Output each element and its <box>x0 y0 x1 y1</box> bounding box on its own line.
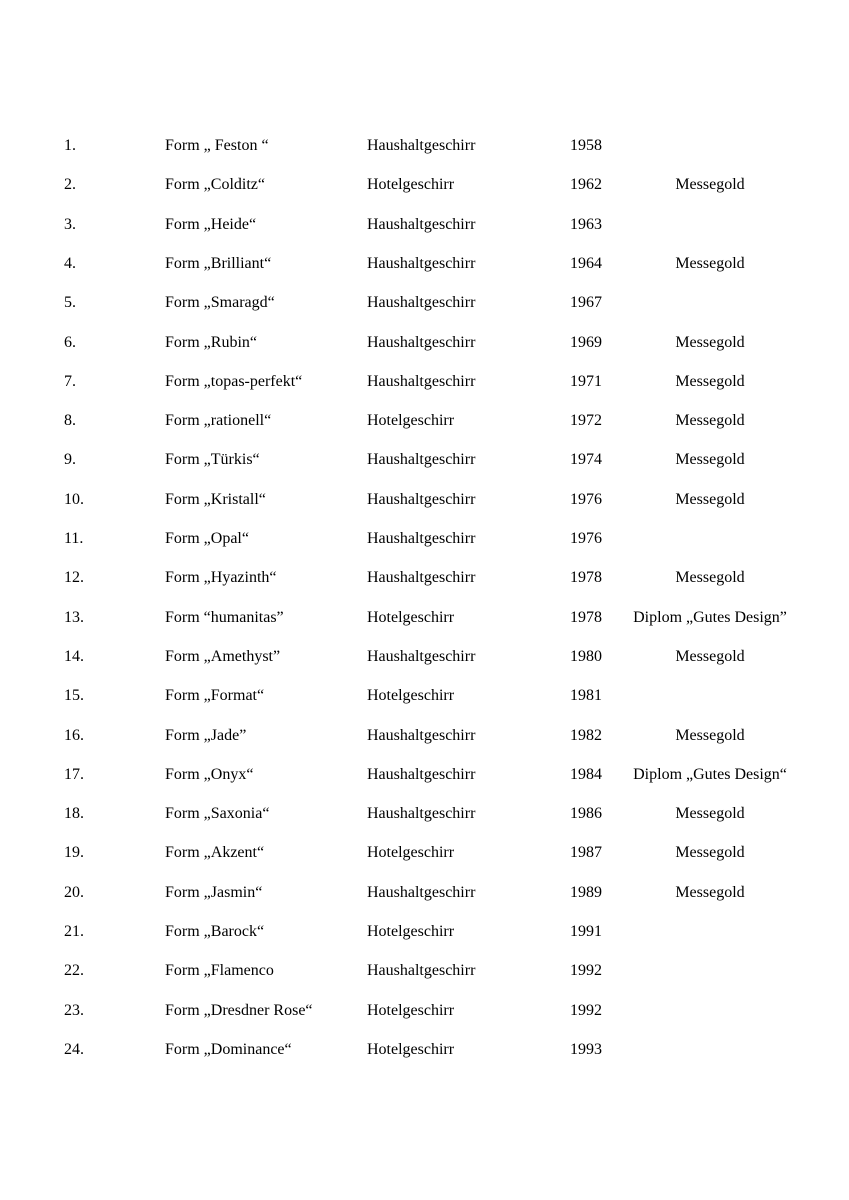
form-name: Form „ Feston “ <box>165 137 269 154</box>
table-row <box>0 371 849 393</box>
table-row <box>0 135 849 157</box>
table-row <box>0 214 849 236</box>
item-number: 16. <box>64 727 84 744</box>
product-type: Haushaltgeschirr <box>367 530 476 547</box>
award: Messegold <box>675 176 745 193</box>
item-number: 23. <box>64 1002 84 1019</box>
year: 1958 <box>570 137 602 154</box>
form-name: Form „Format“ <box>165 687 265 704</box>
product-type: Hotelgeschirr <box>367 609 455 626</box>
form-name: Form „Heide“ <box>165 216 257 233</box>
product-type: Haushaltgeschirr <box>367 569 476 586</box>
year: 1989 <box>570 884 602 901</box>
year: 1963 <box>570 216 602 233</box>
form-name: Form „Amethyst” <box>165 648 281 665</box>
award: Messegold <box>675 491 745 508</box>
year: 1971 <box>570 373 602 390</box>
table-row <box>0 253 849 275</box>
award: Messegold <box>675 844 745 861</box>
table-row <box>0 1000 849 1022</box>
product-type: Haushaltgeschirr <box>367 373 476 390</box>
item-number: 17. <box>64 766 84 783</box>
item-number: 7. <box>64 373 76 390</box>
year: 1991 <box>570 923 602 940</box>
table-row <box>0 489 849 511</box>
product-type: Haushaltgeschirr <box>367 962 476 979</box>
item-number: 6. <box>64 334 76 351</box>
product-type: Haushaltgeschirr <box>367 491 476 508</box>
item-number: 18. <box>64 805 84 822</box>
product-type: Haushaltgeschirr <box>367 334 476 351</box>
year: 1967 <box>570 294 602 311</box>
item-number: 10. <box>64 491 84 508</box>
product-type: Haushaltgeschirr <box>367 137 476 154</box>
award: Messegold <box>675 451 745 468</box>
award: Messegold <box>675 373 745 390</box>
table-row <box>0 607 849 629</box>
year: 1974 <box>570 451 602 468</box>
year: 1976 <box>570 491 602 508</box>
form-name: Form „Flamenco <box>165 962 274 979</box>
year: 1992 <box>570 1002 602 1019</box>
item-number: 15. <box>64 687 84 704</box>
award: Messegold <box>675 805 745 822</box>
product-type: Haushaltgeschirr <box>367 451 476 468</box>
item-number: 20. <box>64 884 84 901</box>
product-type: Hotelgeschirr <box>367 176 455 193</box>
product-type: Haushaltgeschirr <box>367 805 476 822</box>
table-row <box>0 803 849 825</box>
award: Diplom „Gutes Design“ <box>633 766 787 783</box>
table-row <box>0 960 849 982</box>
item-number: 9. <box>64 451 76 468</box>
table-row <box>0 528 849 550</box>
year: 1964 <box>570 255 602 272</box>
item-number: 14. <box>64 648 84 665</box>
table-row <box>0 882 849 904</box>
table-row <box>0 292 849 314</box>
year: 1981 <box>570 687 602 704</box>
year: 1969 <box>570 334 602 351</box>
product-type: Hotelgeschirr <box>367 1002 455 1019</box>
form-name: Form „Opal“ <box>165 530 249 547</box>
table-row <box>0 567 849 589</box>
year: 1972 <box>570 412 602 429</box>
table-row <box>0 921 849 943</box>
form-name: Form „Colditz“ <box>165 176 265 193</box>
year: 1962 <box>570 176 602 193</box>
item-number: 8. <box>64 412 76 429</box>
form-name: Form „Rubin“ <box>165 334 257 351</box>
form-name: Form „rationell“ <box>165 412 272 429</box>
product-type: Hotelgeschirr <box>367 687 455 704</box>
form-name: Form „Saxonia“ <box>165 805 270 822</box>
year: 1993 <box>570 1041 602 1058</box>
award: Messegold <box>675 412 745 429</box>
award: Messegold <box>675 648 745 665</box>
product-type: Haushaltgeschirr <box>367 216 476 233</box>
table-row <box>0 1039 849 1061</box>
item-number: 5. <box>64 294 76 311</box>
product-type: Haushaltgeschirr <box>367 884 476 901</box>
table-row <box>0 685 849 707</box>
year: 1982 <box>570 727 602 744</box>
table-row <box>0 725 849 747</box>
year: 1980 <box>570 648 602 665</box>
year: 1992 <box>570 962 602 979</box>
award: Messegold <box>675 884 745 901</box>
award: Messegold <box>675 334 745 351</box>
year: 1987 <box>570 844 602 861</box>
item-number: 24. <box>64 1041 84 1058</box>
form-name: Form “humanitas” <box>165 609 284 626</box>
product-type: Hotelgeschirr <box>367 412 455 429</box>
product-type: Hotelgeschirr <box>367 923 455 940</box>
table-row <box>0 410 849 432</box>
item-number: 11. <box>64 530 84 547</box>
award: Messegold <box>675 569 745 586</box>
table-row <box>0 332 849 354</box>
product-type: Hotelgeschirr <box>367 844 455 861</box>
item-number: 22. <box>64 962 84 979</box>
year: 1976 <box>570 530 602 547</box>
award: Messegold <box>675 727 745 744</box>
form-name: Form „Dresdner Rose“ <box>165 1002 313 1019</box>
year: 1978 <box>570 569 602 586</box>
table-row <box>0 449 849 471</box>
form-name: Form „Barock“ <box>165 923 265 940</box>
item-number: 1. <box>64 137 76 154</box>
form-name: Form „Smaragd“ <box>165 294 275 311</box>
year: 1984 <box>570 766 602 783</box>
table-row <box>0 764 849 786</box>
product-type: Haushaltgeschirr <box>367 727 476 744</box>
form-name: Form „Kristall“ <box>165 491 266 508</box>
form-name: Form „Jasmin“ <box>165 884 263 901</box>
award: Diplom „Gutes Design” <box>633 609 787 626</box>
form-name: Form „Akzent“ <box>165 844 265 861</box>
table-row <box>0 646 849 668</box>
product-type: Haushaltgeschirr <box>367 766 476 783</box>
product-type: Haushaltgeschirr <box>367 294 476 311</box>
product-type: Haushaltgeschirr <box>367 255 476 272</box>
item-number: 4. <box>64 255 76 272</box>
item-number: 2. <box>64 176 76 193</box>
form-name: Form „Hyazinth“ <box>165 569 277 586</box>
product-type: Haushaltgeschirr <box>367 648 476 665</box>
item-number: 21. <box>64 923 84 940</box>
year: 1986 <box>570 805 602 822</box>
form-name: Form „Onyx“ <box>165 766 254 783</box>
table-row <box>0 842 849 864</box>
item-number: 3. <box>64 216 76 233</box>
item-number: 13. <box>64 609 84 626</box>
form-name: Form „Türkis“ <box>165 451 260 468</box>
item-number: 19. <box>64 844 84 861</box>
award: Messegold <box>675 255 745 272</box>
form-name: Form „topas-perfekt“ <box>165 373 303 390</box>
year: 1978 <box>570 609 602 626</box>
form-name: Form „Dominance“ <box>165 1041 292 1058</box>
form-name: Form „Brilliant“ <box>165 255 272 272</box>
form-name: Form „Jade” <box>165 727 247 744</box>
product-type: Hotelgeschirr <box>367 1041 455 1058</box>
table-row <box>0 174 849 196</box>
item-number: 12. <box>64 569 84 586</box>
